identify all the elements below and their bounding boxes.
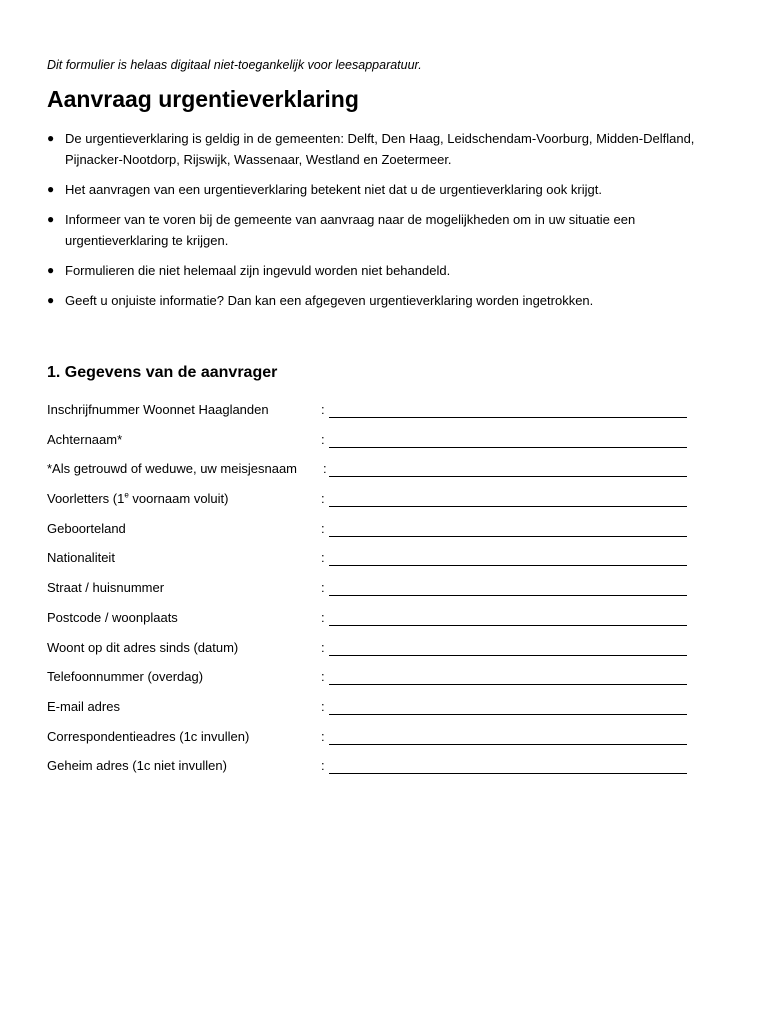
field-label: Telefoonnummer (overdag)	[47, 669, 204, 685]
field-row-street	[47, 580, 697, 610]
field-colon: :	[321, 580, 325, 596]
bullet-dot-icon: ●	[47, 263, 55, 277]
accessibility-notice: Dit formulier is helaas digitaal niet-toegankelijk voor leesapparatuur.	[47, 58, 422, 72]
field-row-postcode	[47, 610, 697, 640]
bullet-dot-icon: ●	[47, 293, 55, 307]
field-label-part: Voorletters (1	[47, 491, 125, 507]
info-bullet	[47, 290, 707, 311]
field-colon: :	[321, 639, 325, 655]
correspondence-address-input[interactable]	[329, 728, 691, 744]
field-row-initials	[47, 491, 697, 521]
info-bullet-text: De urgentieverklaring is geldig in de gemeenten: Delft, Den Haag, Leidschendam-Voorburg, Midden-Delfland, Pijnacker-Nootdorp, Rijswijk, Wassenaar, Westland en Zoetermeer.	[65, 131, 695, 167]
field-underline	[329, 655, 687, 656]
field-label: Geboorteland	[47, 520, 126, 536]
bullet-dot-icon: ●	[47, 212, 55, 226]
field-colon: :	[321, 758, 325, 774]
field-colon: :	[321, 520, 325, 536]
field-label: Correspondentieadres (1c invullen)	[47, 728, 250, 744]
field-row-maiden-name	[47, 461, 697, 491]
field-underline	[329, 565, 687, 566]
field-row-correspondence-address	[47, 729, 697, 759]
secret-address-input[interactable]	[329, 757, 691, 773]
field-row-email	[47, 699, 697, 729]
field-underline	[329, 536, 687, 537]
field-colon: :	[321, 728, 325, 744]
phone-input[interactable]	[329, 668, 691, 684]
field-label	[47, 491, 229, 506]
field-label: Straat / huisnummer	[47, 580, 165, 596]
nationality-input[interactable]	[329, 549, 691, 565]
field-colon: :	[321, 550, 325, 566]
field-row-surname	[47, 432, 697, 462]
initials-input[interactable]	[329, 490, 691, 506]
field-row-nationality	[47, 550, 697, 580]
field-label-part: voornaam voluit)	[128, 491, 229, 507]
field-colon: :	[323, 461, 327, 477]
field-colon: :	[321, 402, 325, 417]
field-label: Geheim adres (1c niet invullen)	[47, 758, 227, 774]
field-underline	[329, 417, 687, 418]
field-underline	[329, 506, 687, 507]
info-bullet-list	[47, 128, 707, 320]
info-bullet-text: Het aanvragen van een urgentieverklaring betekent niet dat u de urgentieverklaring ook krijgt.	[65, 182, 602, 197]
field-colon: :	[321, 698, 325, 714]
field-row-phone	[47, 669, 697, 699]
resident-since-input[interactable]	[329, 639, 691, 655]
field-underline	[329, 684, 687, 685]
field-colon: :	[321, 669, 325, 685]
maiden-name-input[interactable]	[329, 460, 691, 476]
postcode-input[interactable]	[329, 609, 691, 625]
info-bullet	[47, 128, 707, 170]
applicant-fields	[47, 402, 697, 788]
field-label: Achternaam*	[47, 431, 123, 447]
field-underline	[329, 625, 687, 626]
field-label-superscript: e	[124, 490, 129, 500]
field-label: *Als getrouwd of weduwe, uw meisjesnaam	[47, 461, 298, 477]
field-row-registration-number	[47, 402, 697, 432]
field-colon: :	[321, 431, 325, 447]
field-row-country-of-birth	[47, 521, 697, 551]
field-underline	[329, 447, 687, 448]
field-row-resident-since	[47, 640, 697, 670]
info-bullet-text: Informeer van te voren bij de gemeente van aanvraag naar de mogelijkheden om in uw situatie een urgentieverklaring te krijgen.	[65, 212, 636, 248]
field-underline	[329, 476, 687, 477]
field-underline	[329, 773, 687, 774]
section-title-applicant: 1. Gegevens van de aanvrager	[47, 364, 278, 381]
registration-number-input[interactable]	[329, 401, 691, 417]
field-underline	[329, 595, 687, 596]
field-label: E-mail adres	[47, 698, 120, 714]
field-colon: :	[321, 609, 325, 625]
field-label: Postcode / woonplaats	[47, 609, 178, 625]
field-label: Inschrijfnummer Woonnet Haaglanden	[47, 402, 269, 417]
bullet-dot-icon: ●	[47, 131, 55, 145]
field-underline	[329, 714, 687, 715]
info-bullet	[47, 179, 707, 200]
info-bullet	[47, 260, 707, 281]
country-of-birth-input[interactable]	[329, 520, 691, 536]
field-underline	[329, 744, 687, 745]
info-bullet-text: Formulieren die niet helemaal zijn ingevuld worden niet behandeld.	[65, 263, 451, 278]
field-colon: :	[321, 491, 325, 507]
email-input[interactable]	[329, 698, 691, 714]
info-bullet	[47, 209, 707, 251]
surname-input[interactable]	[329, 431, 691, 447]
page-title: Aanvraag urgentieverklaring	[47, 86, 359, 112]
field-label: Nationaliteit	[47, 550, 115, 566]
field-row-secret-address	[47, 758, 697, 788]
info-bullet-text: Geeft u onjuiste informatie? Dan kan een afgegeven urgentieverklaring worden ingetrokken.	[65, 293, 594, 308]
bullet-dot-icon: ●	[47, 182, 55, 196]
field-label: Woont op dit adres sinds (datum)	[47, 639, 239, 655]
street-input[interactable]	[329, 579, 691, 595]
